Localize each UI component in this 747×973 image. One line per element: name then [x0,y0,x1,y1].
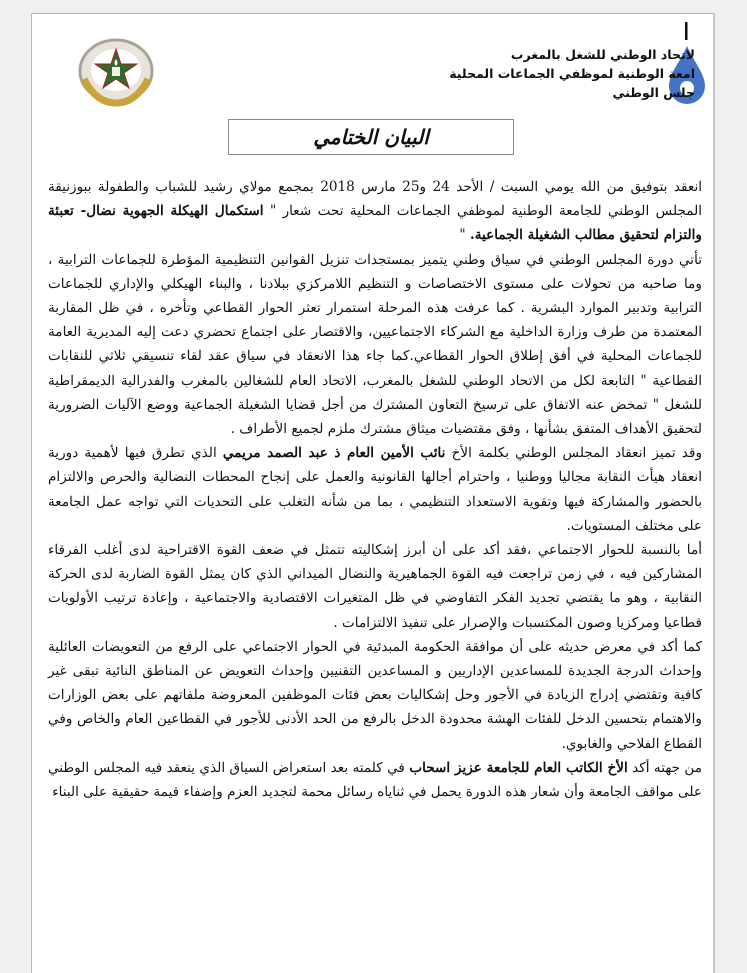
organization-header [449,45,695,102]
paragraph-text: الذي تطرق فيها لأهمية دورية انعقاد هيأت النقابة مجاليا ووطنيا ، واحترام أجالها القانونية والعمل على إنجاح المحطات النضالية والحرص والالتزام بالحضور والمشاركة فيها وتقوية الاستعداد التنظيمي ، بما من شأنه التغلب على التحديات التي تواجه عمل الجامعة على مختلف المستويات. [48,445,702,534]
slogan-text: استكمال الهيكلة الجهوية نضال- تعبئة والتزام لتحقيق مطالب الشغيلة الجماعية. [48,203,702,244]
paragraph-text: انعقد بتوفيق من الله يومي السبت / الأحد 24 و25 مارس 2018 بمجمع مولاي رشيد للشباب والطفولة ببوزنيقة المجلس الوطني للجامعة الوطنية لموظفي الجماعات المحلية تحت شعار " [48,179,703,220]
header-line-council: جلس الوطني [612,85,695,100]
paragraph-text: " [459,227,470,244]
document-title [228,119,514,155]
header-line-federation: امعة الوطنية لموظفي الجماعات المحلية [449,66,695,81]
paragraph-text: وقد تميز انعقاد المجلس الوطني بكلمة الأخ [445,445,703,462]
union-emblem-icon [76,37,156,107]
speaker-name: الأخ الكاتب العام للجامعة عزيز اسحاب [409,759,628,776]
paragraph-context: تأتي دورة المجلس الوطني في سياق وطني يتميز بمستجدات تنزيل القوانين التنظيمية المؤطرة للجماعات الترابية ، وما صاحبه من تحولات على مستوى الاختصاصات و التنظيم اللامركزي ببلادنا ، والبناء الهيكلي والإداري للجماعات الترابية وتدبير الموارد البشرية . كما عرفت هذه المرحلة استمرار تعثر الحوار القطاعي وتأخره ، في ظل المقاربة المعتمدة من طرف وزارة الداخلية مع الشركاء الاجتماعيين، والاقتصار على اجتماع تحضري دعت إليه المديرية العامة للجماعات المحلية في أفق إطلاق الحوار القطاعي.كما جاء هذا الانعقاد في سياق عقد لقاء تنسيقي ثلاثي للنقابات القطاعية " التابعة لكل من الاتحاد الوطني للشغل بالمغرب، الاتحاد العام للشغالين بالمغرب والفدرالية الديمقراطية للشغل " تمخض عنه الاتفاق على ترسيخ التعاون المشترك من أجل قضايا الشغيلة الجماعية ووضع الآليات الضرورية لتحقيق الأهداف المتفق بشأنها ، وفق مقتضيات ميثاق مشترك ملزم لجميع الأطراف . [48,251,702,438]
title-text: البيان الختامي [313,125,429,149]
paragraph-text: من جهته أكد [627,759,702,776]
paragraph-deputy-speech [48,441,702,538]
paragraph-text: في كلمته بعد استعراض السياق الذي ينعقد فيه المجلس الوطني على مواقف الجامعة وأن شعار هذه الدورة يحمل في ثناياه رسائل محمة لتجديد العزم وإضفاء قيمة حقيقية على البناء [48,759,702,801]
paragraph-social-dialogue: أما بالنسبة للحوار الاجتماعي ،فقد أكد على أن أبرز إشكاليته تتمثل في ضعف القوة الاقتراحية لدى أغلب الفرقاء المشاركين فيه ، في زمن تراجعت فيه القوة الجماهيرية والنضال الميداني الذي كان يمثل القوة الضاربة لدى الحركة النقابية ، وهو ما يقتضي تجديد الفكر التفاوضي في ظل المتغيرات الاقتصادية والاجتماعية ، وإعادة ترتيب الأولويات قطاعيا ومركزيا وصون المكتسبات والإصرار على تنفيذ الالتزامات . [48,542,702,631]
paragraph-government-agreement: كما أكد في معرض حديثه على أن موافقة الحكومة المبدئية في الحوار الاجتماعي على الرفع من التعويضات العائلية وإحداث الدرجة الجديدة للمساعدين الإداريين و المساعدين التقنيين وإحداث التعويض عن المناطق النائية تبقى غير كافية وتقتضي إدراج الزيادة في الأجور وحل إشكاليات بعض فئات الموظفين المعروضة ملفاتهم على بعض الوزارات والاهتمام بتحسين الدخل للفئات الهشة محدودة الدخل بالرفع من الحد الأدنى للأجور في القطاعين العام والخاص وفي القطاع الفلاحي والغابوي. [48,638,702,752]
document-body [48,175,702,804]
header-line-union: لاتحاد الوطني للشغل بالمغرب [510,47,695,62]
speaker-name: نائب الأمين العام ذ عبد الصمد مريمي [222,445,446,462]
paragraph-secretary-speech [48,756,702,804]
paragraph-intro [48,175,702,248]
